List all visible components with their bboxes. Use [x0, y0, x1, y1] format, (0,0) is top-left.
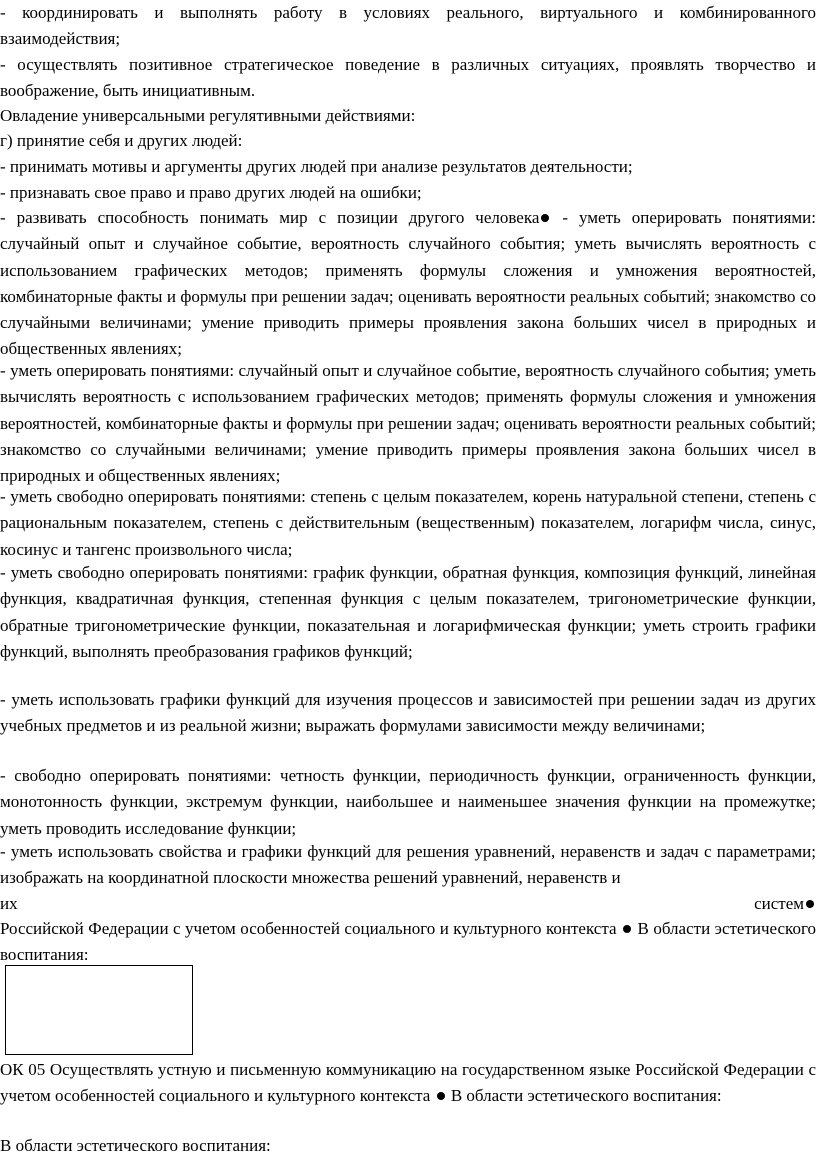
paragraph-equations: - уметь использовать свойства и графики функций для решения уравнений, неравенств и задач с параметрами; изображать на координатной плоскости множества решений уравнений, неравенств и	[0, 842, 816, 888]
paragraph-rf-context	[0, 916, 816, 969]
probability-text-1: - уметь оперировать понятиями: случайный опыт и случайное событие, вероятность случайного события; уметь вычислять вероятность с использованием графических методов; применять формулы сложения и умножения вероятностей, комбинаторные факты и формулы при решении задач; оценивать вероятности реальных событий; знакомство со случайными величинами; умение приводить примеры проявления закона больших чисел в природных и общественных явлениях;	[0, 208, 816, 359]
equations-word-left: их	[0, 894, 18, 913]
paragraph-ok05	[0, 1057, 816, 1110]
equations-word-right: систем	[754, 891, 816, 917]
paragraph-accept-motives: - принимать мотивы и аргументы других людей при анализе результатов деятельности;	[0, 157, 633, 176]
bullet-icon	[806, 900, 814, 908]
paragraph-aesthetic-final: В области эстетического воспитания:	[0, 1136, 271, 1155]
paragraph-functions: - уметь свободно оперировать понятиями: график функции, обратная функция, композиция функций, линейная функция, квадратичная функция, степенная функция с целым показателем, тригонометрические функции, обратные тригонометрические функции, показательная и логарифмическая функции; уметь строить графики функций, выполнять преобразования графиков функций;	[0, 563, 816, 661]
paragraph-positive-behaviour: - осуществлять позитивное стратегическое поведение в различных ситуациях, проявлять творчество и воображение, быть инициативным.	[0, 55, 816, 101]
equations-last-line	[0, 891, 816, 917]
rf-context-text: Российской Федерации с учетом особенностей социального и культурного контекста	[0, 919, 622, 938]
paragraph-understand-world	[0, 205, 816, 363]
understand-world-text: - развивать способность понимать мир с позиции другого человека	[0, 208, 540, 227]
subheading-accept-self: г) принятие себя и других людей:	[0, 131, 243, 150]
empty-box	[5, 965, 193, 1055]
ok05-text: ОК 05 Осуществлять устную и письменную коммуникацию на государственном языке Российской Федерации с учетом особенностей социального и культурного контекста	[0, 1060, 816, 1106]
ok05-aesthetic-text: В области эстетического воспитания:	[446, 1086, 722, 1106]
bullet-icon	[623, 925, 631, 933]
aesthetic-text: В области эстетического воспитания:	[0, 919, 816, 965]
paragraph-function-properties: - свободно оперировать понятиями: четность функции, периодичность функции, ограниченность функции, монотонность функции, экстремум функции, наибольшее и наименьшее значения функции на промежутке; уметь проводить исследование функции;	[0, 766, 816, 838]
bullet-icon	[541, 214, 549, 222]
paragraph-probability: - уметь оперировать понятиями: случайный опыт и случайное событие, вероятность случайного события; уметь вычислять вероятность с использованием графических методов; применять формулы сложения и умножения вероятностей, комбинаторные факты и формулы при решении задач; оценивать вероятности реальных событий; знакомство со случайными величинами; умение приводить примеры проявления закона больших чисел в природных и общественных явлениях;	[0, 361, 816, 486]
paragraph-coordinate: - координировать и выполнять работу в условиях реального, виртуального и комбинированного взаимодействия;	[0, 3, 816, 49]
paragraph-powers: - уметь свободно оперировать понятиями: степень с целым показателем, корень натуральной степени, степень с рациональным показателем, степень с действительным (вещественным) показателем, логарифм числа, синус, косинус и тангенс произвольного числа;	[0, 487, 816, 559]
paragraph-right-to-mistakes: - признавать свое право и право других людей на ошибки;	[0, 183, 422, 202]
bullet-icon	[437, 1092, 445, 1100]
paragraph-function-graphs: - уметь использовать графики функций для изучения процессов и зависимостей при решении задач из других учебных предметов и из реальной жизни; выражать формулами зависимости между величинами;	[0, 690, 816, 736]
heading-regulative-actions: Овладение универсальными регулятивными действиями:	[0, 106, 416, 125]
